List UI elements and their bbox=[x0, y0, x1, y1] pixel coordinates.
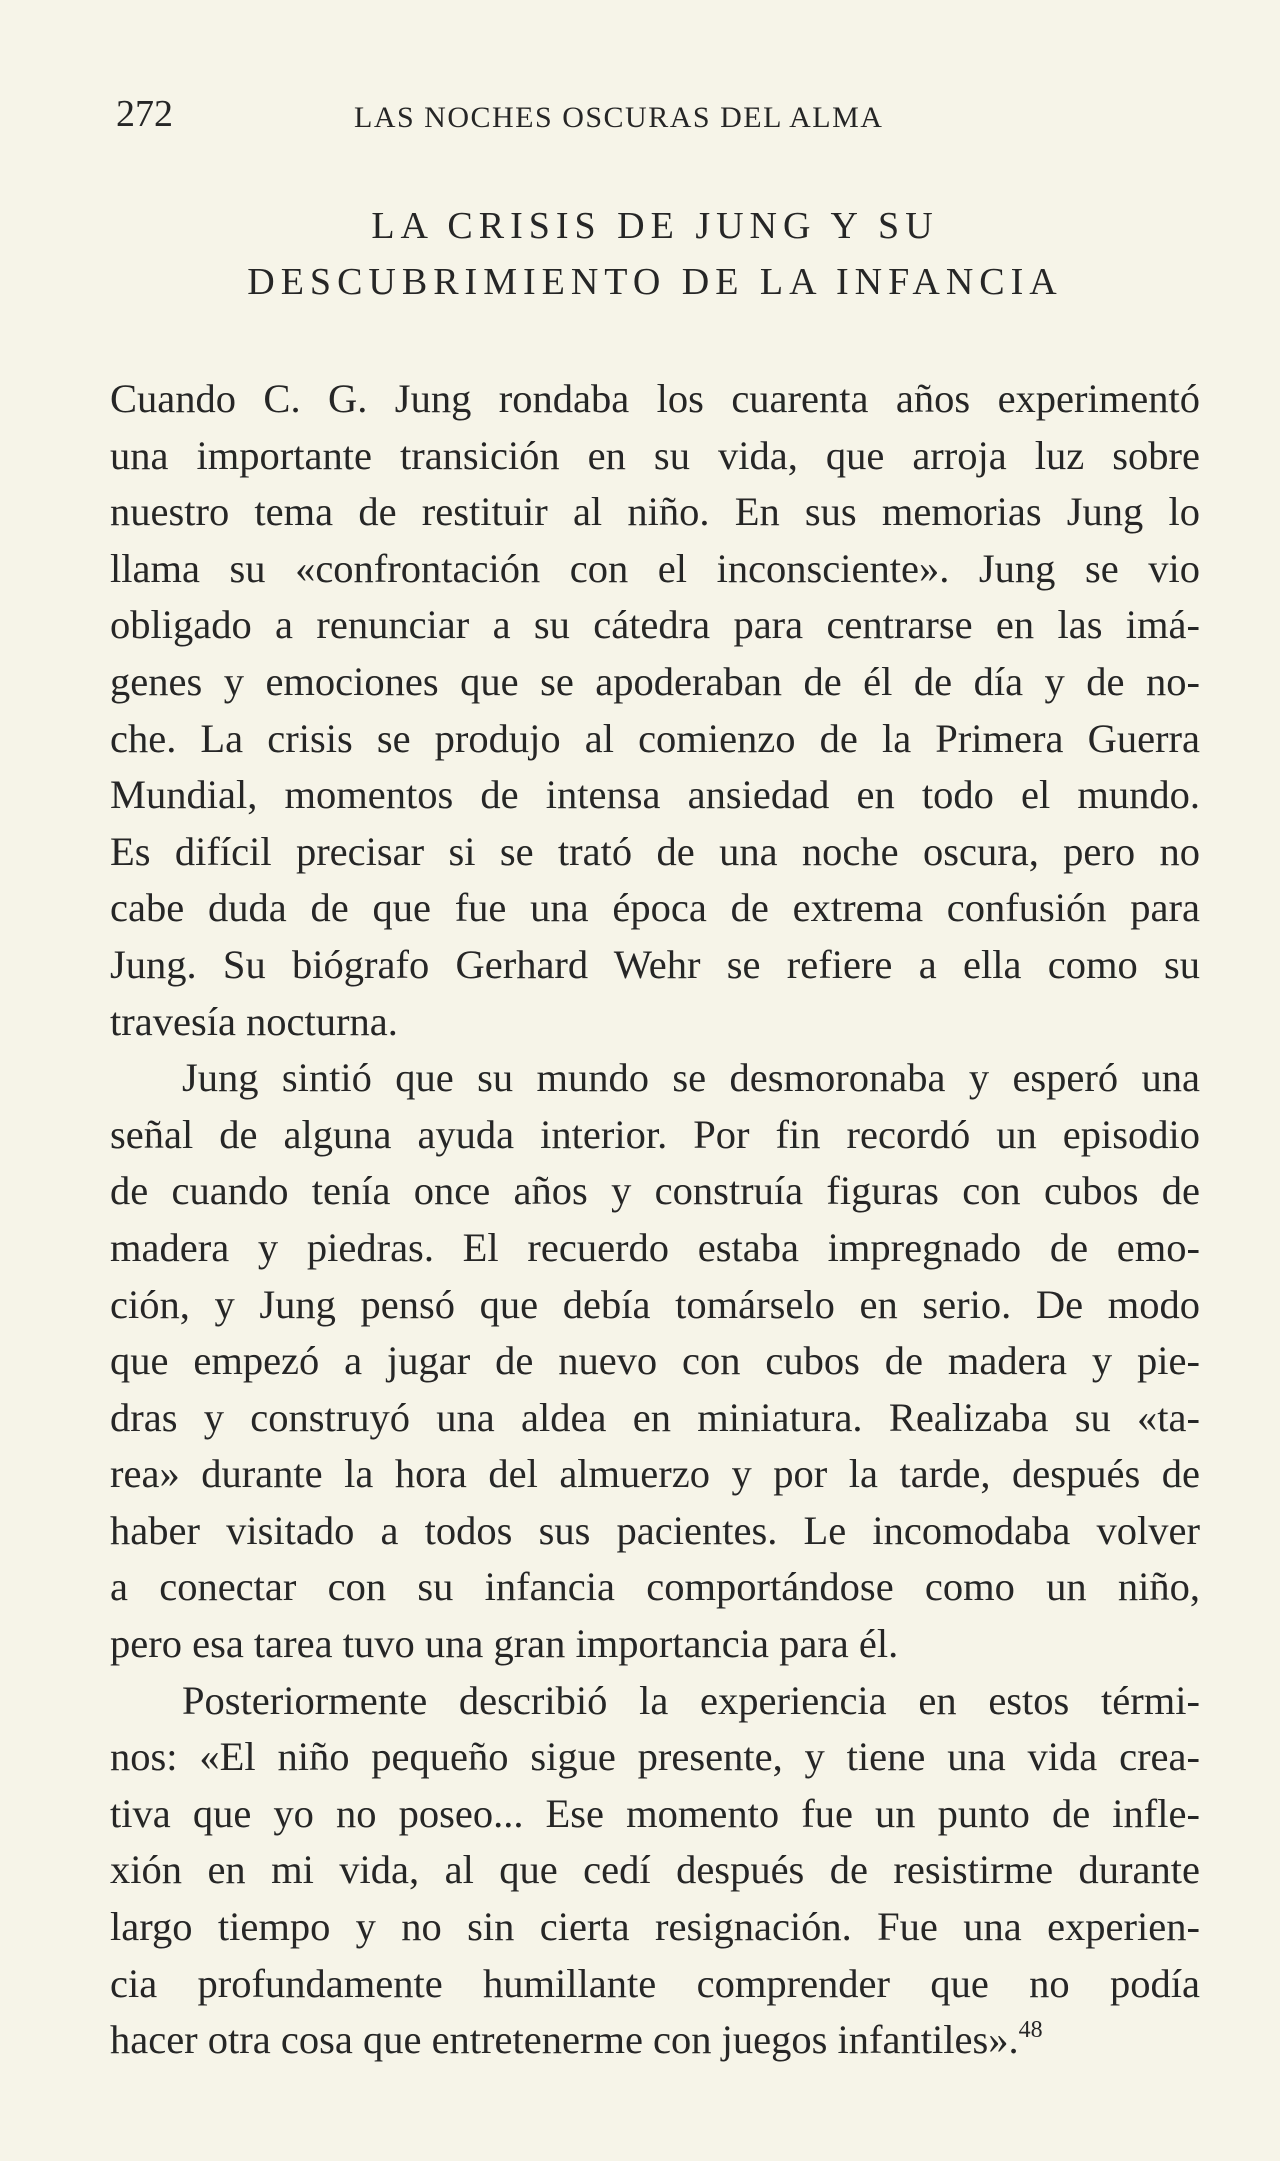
text-line: Mundial, momentos de intensa ansiedad en todo el mundo. bbox=[110, 772, 1200, 818]
text-line: Cuando C. G. Jung rondaba los cuarenta años experimentó bbox=[110, 376, 1200, 421]
text-line: a conectar con su infancia comportándose como un niño, bbox=[110, 1564, 1200, 1610]
text-line bbox=[110, 2012, 1200, 2069]
text-line: Posteriormente describió la experiencia en estos térmi- bbox=[182, 1677, 1200, 1723]
text-line: che. La crisis se produjo al comienzo de la Primera Guerra bbox=[110, 715, 1200, 761]
text-line: nos: «El niño pequeño sigue presente, y tiene una vida crea- bbox=[110, 1734, 1200, 1780]
text-line-content: hacer otra cosa que entretenerme con juegos infantiles». bbox=[110, 2017, 1019, 2063]
text-line: ción, y Jung pensó que debía tomárselo en serio. De modo bbox=[110, 1281, 1200, 1327]
text-line: de cuando tenía once años y construía figuras con cubos de bbox=[110, 1168, 1200, 1214]
text-line: Jung. Su biógrafo Gerhard Wehr se refiere a ella como su bbox=[110, 941, 1200, 987]
text-line: nuestro tema de restituir al niño. En sus memorias Jung lo bbox=[110, 489, 1200, 535]
text-line: dras y construyó una aldea en miniatura. Realizaba su «ta- bbox=[110, 1394, 1200, 1440]
text-line: cia profundamente humillante comprender que no podía bbox=[110, 1960, 1200, 2006]
body-text bbox=[110, 371, 1200, 2069]
text-line: llama su «confrontación con el inconsciente». Jung se vio bbox=[110, 545, 1200, 591]
page-number: 272 bbox=[116, 93, 173, 135]
text-line: que empezó a jugar de nuevo con cubos de madera y pie- bbox=[110, 1338, 1200, 1384]
chapter-title-line-1: LA CRISIS DE JUNG Y SU bbox=[371, 205, 939, 247]
chapter-title-line-2: DESCUBRIMIENTO DE LA INFANCIA bbox=[247, 261, 1063, 303]
text-line: señal de alguna ayuda interior. Por fin recordó un episodio bbox=[110, 1111, 1200, 1157]
text-line: obligado a renunciar a su cátedra para centrarse en las imá- bbox=[110, 602, 1200, 648]
text-line: xión en mi vida, al que cedí después de resistirme durante bbox=[110, 1847, 1200, 1893]
text-line: travesía nocturna. bbox=[110, 998, 398, 1044]
text-line: tiva que yo no poseo... Ese momento fue un punto de infle- bbox=[110, 1790, 1200, 1836]
text-line: Jung sintió que su mundo se desmoronaba y esperó una bbox=[182, 1055, 1200, 1101]
text-line: genes y emociones que se apoderaban de él de día y de no- bbox=[110, 658, 1200, 704]
paragraph-2 bbox=[110, 1050, 1200, 1673]
chapter-title bbox=[110, 198, 1200, 310]
text-line: pero esa tarea tuvo una gran importancia para él. bbox=[110, 1621, 899, 1667]
text-line: largo tiempo y no sin cierta resignación. Fue una experien- bbox=[110, 1904, 1200, 1950]
text-line: haber visitado a todos sus pacientes. Le incomodaba volver bbox=[110, 1507, 1200, 1553]
text-line: cabe duda de que fue una época de extrema confusión para bbox=[110, 885, 1200, 931]
footnote-reference[interactable]: 48 bbox=[1018, 2017, 1043, 2044]
text-line: madera y piedras. El recuerdo estaba impregnado de emo- bbox=[110, 1224, 1200, 1270]
text-line: rea» durante la hora del almuerzo y por la tarde, después de bbox=[110, 1451, 1200, 1497]
text-line: una importante transición en su vida, que arroja luz sobre bbox=[110, 432, 1200, 478]
paragraph-1 bbox=[110, 371, 1200, 1050]
text-line: Es difícil precisar si se trató de una noche oscura, pero no bbox=[110, 828, 1200, 874]
running-header: LAS NOCHES OSCURAS DEL ALMA bbox=[354, 101, 884, 134]
paragraph-3 bbox=[110, 1673, 1200, 2069]
